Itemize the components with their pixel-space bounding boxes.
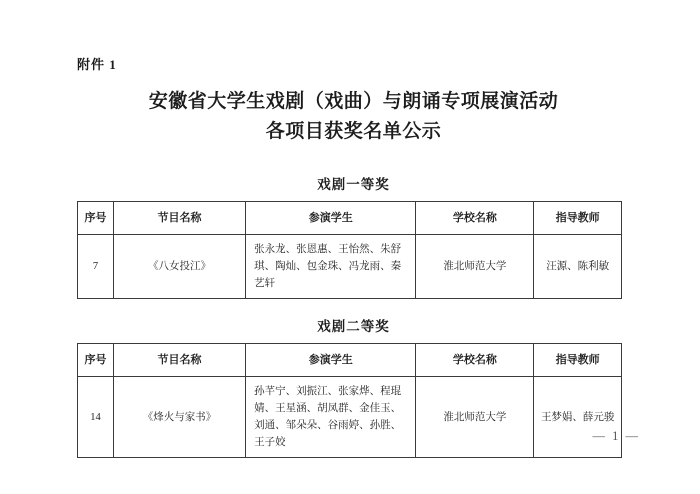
page-number: — 1 — [592,429,640,443]
document-content [77,0,630,458]
first-prize-table [77,201,622,299]
column-header-teacher: 指导教师 [534,344,622,377]
cell-school: 淮北师范大学 [416,235,534,299]
cell-teachers: 汪源、陈利敏 [534,235,622,299]
cell-school: 淮北师范大学 [416,377,534,458]
document-title [77,87,630,147]
document-title-line1: 安徽省大学生戏剧（戏曲）与朗诵专项展演活动 [148,91,559,112]
attachment-label: 附件 1 [77,57,117,72]
cell-no: 7 [78,235,114,299]
second-prize-table [77,343,622,458]
document-title-line2: 各项目获奖名单公示 [265,121,442,142]
table-row [78,235,622,299]
cell-no: 14 [78,377,114,458]
column-header-school: 学校名称 [416,202,534,235]
column-header-teacher: 指导教师 [534,202,622,235]
cell-teachers: 王梦娟、薛元骏 [534,377,622,458]
section-title-second-prize: 戏剧二等奖 [317,319,390,334]
cell-students: 孙芊宁、刘振江、张家烨、程琨婧、王星涵、胡凤群、金佳玉、刘通、邹朵朵、谷雨婷、孙胜、王子姣 [246,377,416,458]
column-header-no: 序号 [78,202,114,235]
section-title-first-prize: 戏剧一等奖 [317,177,390,192]
column-header-no: 序号 [78,344,114,377]
column-header-program: 节目名称 [113,202,245,235]
cell-program: 《八女投江》 [113,235,245,299]
table-header-row [78,344,622,377]
column-header-program: 节目名称 [113,344,245,377]
cell-program: 《烽火与家书》 [113,377,245,458]
cell-students: 张永龙、张恩惠、王怡然、朱舒琪、陶灿、包金珠、冯龙雨、秦艺轩 [246,235,416,299]
table-header-row [78,202,622,235]
column-header-students: 参演学生 [246,344,416,377]
column-header-school: 学校名称 [416,344,534,377]
table-row [78,377,622,458]
column-header-students: 参演学生 [246,202,416,235]
